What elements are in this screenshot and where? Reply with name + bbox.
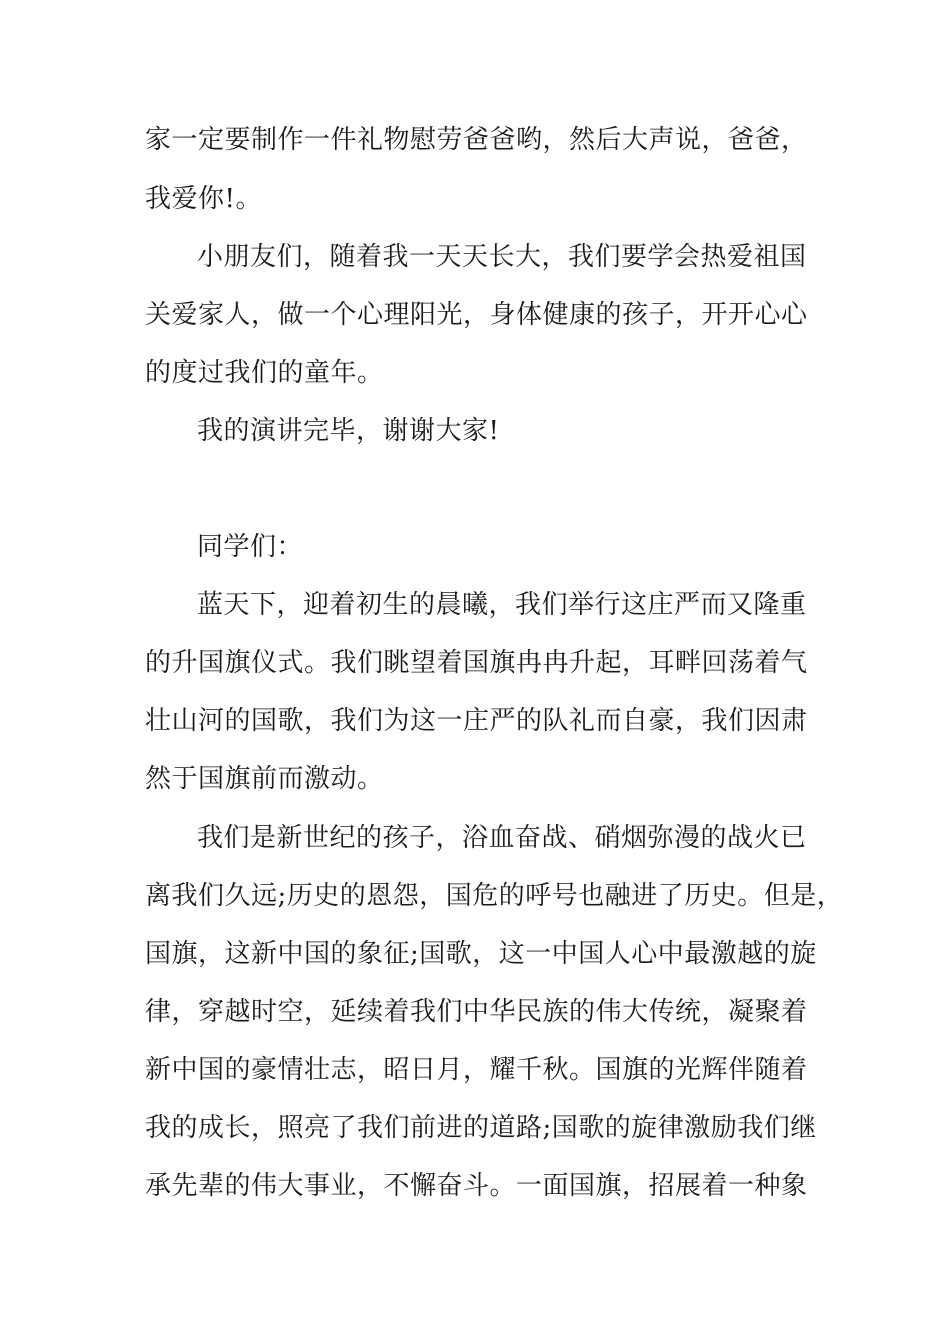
paragraph-start-line: 我们是新世纪的孩子，浴血奋战、硝烟弥漫的战火已 xyxy=(197,823,807,853)
text-line: 我的成长，照亮了我们前进的道路;国歌的旋律激励我们继 xyxy=(145,1113,817,1143)
text-line: 国旗，这新中国的象征;国歌，这一中国人心中最激越的旋 xyxy=(145,939,817,969)
paragraph-start-line: 我的演讲完毕，谢谢大家! xyxy=(197,416,500,446)
text-line: 壮山河的国歌，我们为这一庄严的队礼而自豪，我们因肃 xyxy=(145,706,808,736)
text-line: 的度过我们的童年。 xyxy=(145,358,384,388)
text-line: 我爱你!。 xyxy=(145,184,262,214)
paragraph-start-line: 蓝天下，迎着初生的晨曦，我们举行这庄严而又隆重 xyxy=(197,590,807,620)
text-line: 律，穿越时空，延续着我们中华民族的伟大传统，凝聚着 xyxy=(145,997,808,1027)
text-line: 新中国的豪情壮志，昭日月，耀千秋。国旗的光辉伴随着 xyxy=(145,1055,808,1085)
text-line: 关爱家人，做一个心理阳光，身体健康的孩子，开开心心 xyxy=(145,300,808,330)
text-line: 的升国旗仪式。我们眺望着国旗冉冉升起，耳畔回荡着气 xyxy=(145,648,808,678)
text-line: 承先辈的伟大事业，不懈奋斗。一面国旗，招展着一种象 xyxy=(145,1171,808,1201)
salutation-line: 同学们： xyxy=(197,532,304,562)
text-line: 然于国旗前而激动。 xyxy=(145,764,384,794)
text-line: 离我们久远;历史的恩怨，国危的呼号也融进了历史。但是， xyxy=(145,881,844,911)
paragraph-start-line: 小朋友们，随着我一天天长大，我们要学会热爱祖国 xyxy=(197,242,807,272)
text-line: 家一定要制作一件礼物慰劳爸爸哟，然后大声说，爸爸， xyxy=(145,125,808,155)
